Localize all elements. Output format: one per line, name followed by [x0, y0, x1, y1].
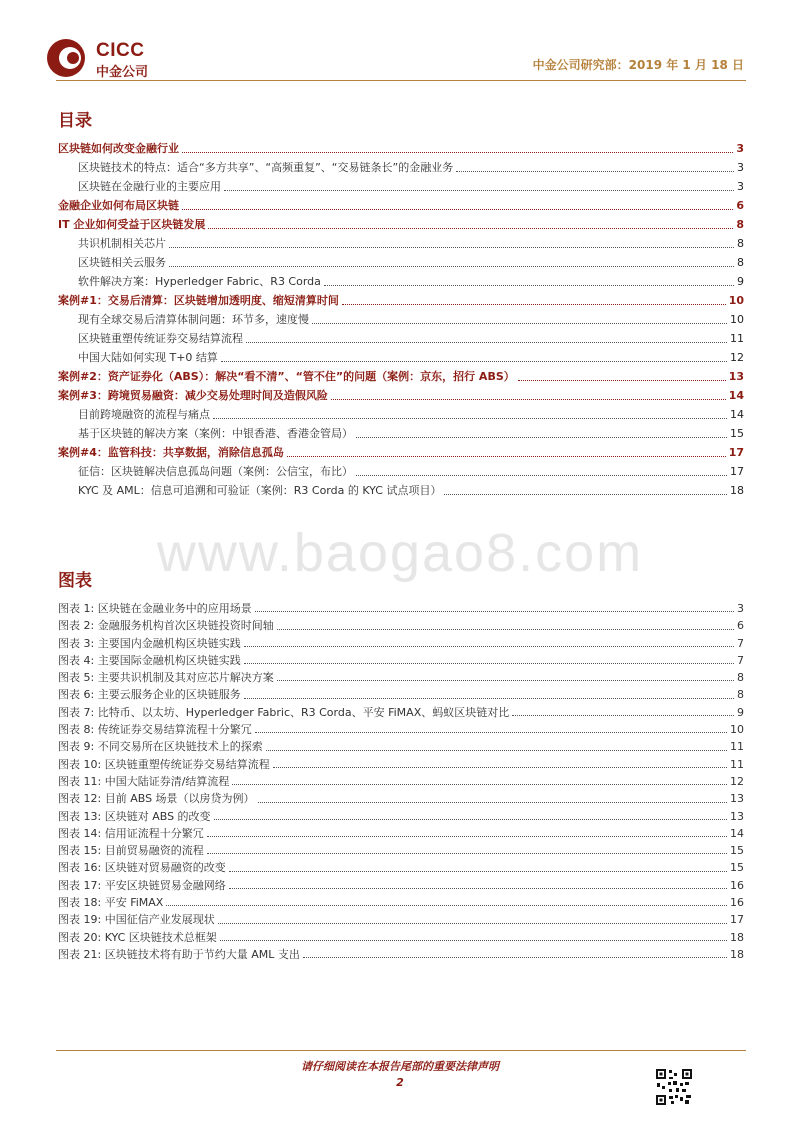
watermark: www.baogao8.com	[156, 523, 644, 583]
figure-entry-label: 图表 16: 区块链对贸易融资的改变	[58, 861, 226, 875]
toc-entry[interactable]	[58, 348, 744, 367]
toc-entry[interactable]	[58, 367, 744, 386]
header-divider	[56, 80, 746, 81]
figure-entry-label: 图表 15: 目前贸易融资的流程	[58, 844, 204, 858]
toc-entry-label: 金融企业如何布局区块链	[58, 199, 179, 212]
figure-entry[interactable]	[58, 825, 744, 842]
figure-entry-label: 图表 5: 主要共识机制及其对应芯片解决方案	[58, 671, 274, 685]
figure-entry[interactable]	[58, 773, 744, 790]
dot-leader	[221, 360, 727, 362]
dot-leader	[207, 852, 727, 854]
figure-entry-label: 图表 18: 平安 FiMAX	[58, 896, 164, 910]
report-date: 中金公司研究部：2019 年 1 月 18 日	[532, 58, 744, 72]
dot-leader	[244, 645, 734, 647]
figure-entry[interactable]	[58, 721, 744, 738]
toc-entry-label: 区块链重塑传统证券交易结算流程	[78, 332, 243, 345]
toc-entry-label: 软件解决方案：Hyperledger Fabric、R3 Corda	[78, 275, 321, 288]
figure-entry-page: 18	[730, 930, 744, 944]
figure-entry-page: 14	[730, 826, 744, 840]
toc-entry[interactable]	[58, 329, 744, 348]
figure-entry-label: 图表 8: 传统证券交易结算流程十分繁冗	[58, 723, 252, 737]
dot-leader	[312, 322, 727, 324]
figure-entry-label: 图表 11: 中国大陆证券清/结算流程	[58, 774, 230, 788]
dot-leader	[324, 284, 734, 286]
figure-entry-label: 图表 21: 区块链技术将有助于节约大量 AML 支出	[58, 947, 300, 961]
toc-entry-label: 现有全球交易后清算体制问题：环节多，速度慢	[78, 313, 309, 326]
figure-entry-label: 图表 13: 区块链对 ABS 的改变	[58, 809, 211, 823]
dot-leader	[356, 474, 727, 476]
toc-entry-page: 10	[730, 313, 744, 326]
dot-leader	[258, 801, 727, 803]
dot-leader	[331, 398, 726, 400]
figure-entry[interactable]	[58, 808, 744, 825]
list-of-figures	[58, 600, 744, 963]
figure-entry-page: 8	[737, 688, 744, 702]
dot-leader	[277, 628, 734, 630]
toc-entry-page: 3	[737, 180, 744, 193]
dot-leader	[342, 303, 726, 305]
toc-entry-label: KYC 及 AML：信息可追溯和可验证（案例：R3 Corda 的 KYC 试点项目）	[78, 484, 442, 497]
figure-entry-label: 图表 14: 信用证流程十分繁冗	[58, 826, 204, 840]
dot-leader	[208, 227, 733, 229]
toc-entry[interactable]	[58, 215, 744, 234]
dot-leader	[246, 341, 727, 343]
toc-entry-label: 目前跨境融资的流程与痛点	[78, 408, 210, 421]
toc-entry-page: 17	[730, 465, 744, 478]
figure-entry-page: 7	[737, 636, 744, 650]
toc-entry-page: 15	[730, 427, 744, 440]
dot-leader	[224, 189, 734, 191]
dot-leader	[169, 246, 734, 248]
figure-entry[interactable]	[58, 756, 744, 773]
figure-entry-page: 16	[730, 896, 744, 910]
figure-entry-label: 图表 4: 主要国际金融机构区块链实践	[58, 653, 241, 667]
figure-entry-page: 16	[730, 878, 744, 892]
figure-entry-page: 9	[737, 705, 744, 719]
dot-leader	[214, 818, 727, 820]
toc-title: 目录	[58, 111, 92, 131]
toc-entry-label: 区块链在金融行业的主要应用	[78, 180, 221, 193]
figure-entry-label: 图表 17: 平安区块链贸易金融网络	[58, 878, 226, 892]
figure-entry-page: 3	[737, 602, 744, 615]
figure-entry[interactable]	[58, 669, 744, 686]
figure-entry[interactable]	[58, 790, 744, 807]
toc-entry-label: 案例#3：跨境贸易融资：减少交易处理时间及造假风险	[58, 389, 328, 402]
dot-leader	[287, 455, 726, 457]
figure-entry-label: 图表 6: 主要云服务企业的区块链服务	[58, 688, 241, 702]
dot-leader	[207, 835, 727, 837]
figure-entry-page: 6	[737, 619, 744, 633]
toc-entry-page: 12	[730, 351, 744, 364]
toc-entry[interactable]	[58, 424, 744, 443]
toc-entry-page: 3	[736, 142, 744, 155]
toc-entry[interactable]	[58, 386, 744, 405]
figure-entry[interactable]	[58, 859, 744, 876]
dot-leader	[356, 436, 727, 438]
dot-leader	[182, 208, 733, 210]
figure-entry-page: 8	[737, 671, 744, 685]
dot-leader	[232, 783, 727, 785]
figure-entry-label: 图表 3: 主要国内金融机构区块链实践	[58, 636, 241, 650]
toc-entry-label: 区块链技术的特点：适合“多方共享”、“高频重复”、“交易链条长”的金融业务	[78, 161, 454, 174]
figure-entry-page: 11	[730, 757, 744, 771]
toc-entry[interactable]	[58, 443, 744, 462]
toc-entry-label: IT 企业如何受益于区块链发展	[58, 218, 206, 231]
dot-leader	[444, 493, 727, 495]
toc-entry-page: 10	[728, 294, 744, 307]
toc-entry-page: 18	[730, 484, 744, 497]
dot-leader	[229, 870, 727, 872]
toc-entry-page: 17	[728, 446, 744, 459]
toc-entry-label: 案例#1：交易后清算：区块链增加透明度、缩短清算时间	[58, 294, 339, 307]
figure-entry[interactable]	[58, 617, 744, 634]
toc-entry-page: 8	[736, 218, 744, 231]
figure-entry[interactable]	[58, 686, 744, 703]
dot-leader	[303, 956, 727, 958]
page-number: 2	[396, 1076, 404, 1089]
figure-entry[interactable]	[58, 911, 744, 928]
figure-entry[interactable]	[58, 842, 744, 859]
figure-entry-label: 图表 10: 区块链重塑传统证券交易结算流程	[58, 757, 270, 771]
dot-leader	[182, 151, 733, 153]
logo-text-cn: 中金公司	[96, 65, 149, 80]
figure-entry[interactable]	[58, 600, 744, 617]
figure-entry[interactable]	[58, 738, 744, 755]
toc-entry[interactable]	[58, 177, 744, 196]
figures-title: 图表	[58, 571, 92, 591]
toc-entry-page: 11	[730, 332, 744, 345]
toc-entry-page: 14	[728, 389, 744, 402]
toc-entry-label: 中国大陆如何实现 T+0 结算	[78, 351, 218, 364]
figure-entry-page: 12	[730, 774, 744, 788]
figure-entry[interactable]	[58, 635, 744, 652]
dot-leader	[273, 766, 727, 768]
figure-entry-page: 17	[730, 913, 744, 927]
qr-code-icon	[655, 1068, 693, 1106]
figure-entry-label: 图表 1: 区块链在金融业务中的应用场景	[58, 602, 252, 615]
figure-entry-page: 15	[730, 844, 744, 858]
figure-entry-page: 13	[730, 809, 744, 823]
figure-entry[interactable]	[58, 704, 744, 721]
dot-leader	[244, 662, 734, 664]
toc-entry-page: 8	[737, 237, 744, 250]
dot-leader	[229, 887, 727, 889]
toc-entry-label: 案例#2：资产证券化（ABS）：解决“看不清”、“管不住”的问题（案例：京东，招行 ABS）	[58, 370, 515, 383]
footer-divider	[56, 1050, 746, 1051]
figure-entry-page: 10	[730, 723, 744, 737]
toc-entry-page: 9	[737, 275, 744, 288]
toc-entry-page: 3	[737, 161, 744, 174]
figure-entry-page: 13	[730, 792, 744, 806]
dot-leader	[218, 922, 727, 924]
toc-entry-page: 14	[730, 408, 744, 421]
dot-leader	[255, 610, 734, 612]
logo-text-en: CICC	[96, 40, 145, 61]
dot-leader	[220, 939, 727, 941]
figure-entry-page: 11	[730, 740, 744, 754]
toc-entry-page: 8	[737, 256, 744, 269]
toc-entry-page: 6	[736, 199, 744, 212]
toc-entry[interactable]	[58, 234, 744, 253]
toc-entry-label: 基于区块链的解决方案（案例：中银香港、香港金管局）	[78, 427, 353, 440]
toc-entry[interactable]	[58, 481, 744, 500]
figure-entry-label: 图表 19: 中国征信产业发展现状	[58, 913, 215, 927]
toc-entry-label: 共识机制相关芯片	[78, 237, 166, 250]
toc-entry[interactable]	[58, 405, 744, 424]
toc-entry-label: 案例#4：监管科技：共享数据，消除信息孤岛	[58, 446, 284, 459]
figure-entry[interactable]	[58, 946, 744, 963]
toc-entry-label: 征信：区块链解决信息孤岛问题（案例：公信宝，布比）	[78, 465, 353, 478]
toc-entry-label: 区块链如何改变金融行业	[58, 142, 179, 155]
toc-entry[interactable]	[58, 139, 744, 158]
dot-leader	[518, 379, 726, 381]
figure-entry-page: 18	[730, 947, 744, 961]
table-of-contents	[58, 139, 744, 500]
toc-entry[interactable]	[58, 310, 744, 329]
toc-entry[interactable]	[58, 291, 744, 310]
dot-leader	[255, 731, 727, 733]
figure-entry-label: 图表 20: KYC 区块链技术总框架	[58, 930, 217, 944]
cicc-logo-icon	[46, 38, 86, 78]
legal-disclaimer: 请仔细阅读在本报告尾部的重要法律声明	[301, 1060, 499, 1073]
toc-entry[interactable]	[58, 158, 744, 177]
figure-entry-label: 图表 12: 目前 ABS 场景（以房贷为例）	[58, 792, 255, 806]
figure-entry[interactable]	[58, 894, 744, 911]
dot-leader	[456, 170, 734, 172]
toc-entry[interactable]	[58, 462, 744, 481]
figure-entry-label: 图表 2: 金融服务机构首次区块链投资时间轴	[58, 619, 274, 633]
figure-entry-label: 图表 9: 不同交易所在区块链技术上的探索	[58, 740, 263, 754]
dot-leader	[277, 679, 734, 681]
dot-leader	[244, 697, 734, 699]
toc-entry[interactable]	[58, 253, 744, 272]
page-header	[0, 0, 800, 90]
figure-entry[interactable]	[58, 929, 744, 946]
dot-leader	[512, 714, 734, 716]
dot-leader	[166, 904, 727, 906]
toc-entry-label: 区块链相关云服务	[78, 256, 166, 269]
toc-entry[interactable]	[58, 272, 744, 291]
toc-entry[interactable]	[58, 196, 744, 215]
dot-leader	[266, 749, 727, 751]
figure-entry[interactable]	[58, 652, 744, 669]
figure-entry-page: 15	[730, 861, 744, 875]
dot-leader	[169, 265, 734, 267]
figure-entry[interactable]	[58, 877, 744, 894]
figure-entry-page: 7	[737, 653, 744, 667]
toc-entry-page: 13	[728, 370, 744, 383]
figure-entry-label: 图表 7: 比特币、以太坊、Hyperledger Fabric、R3 Corda、平安 FiMAX、蚂蚁区块链对比	[58, 705, 510, 719]
dot-leader	[213, 417, 727, 419]
